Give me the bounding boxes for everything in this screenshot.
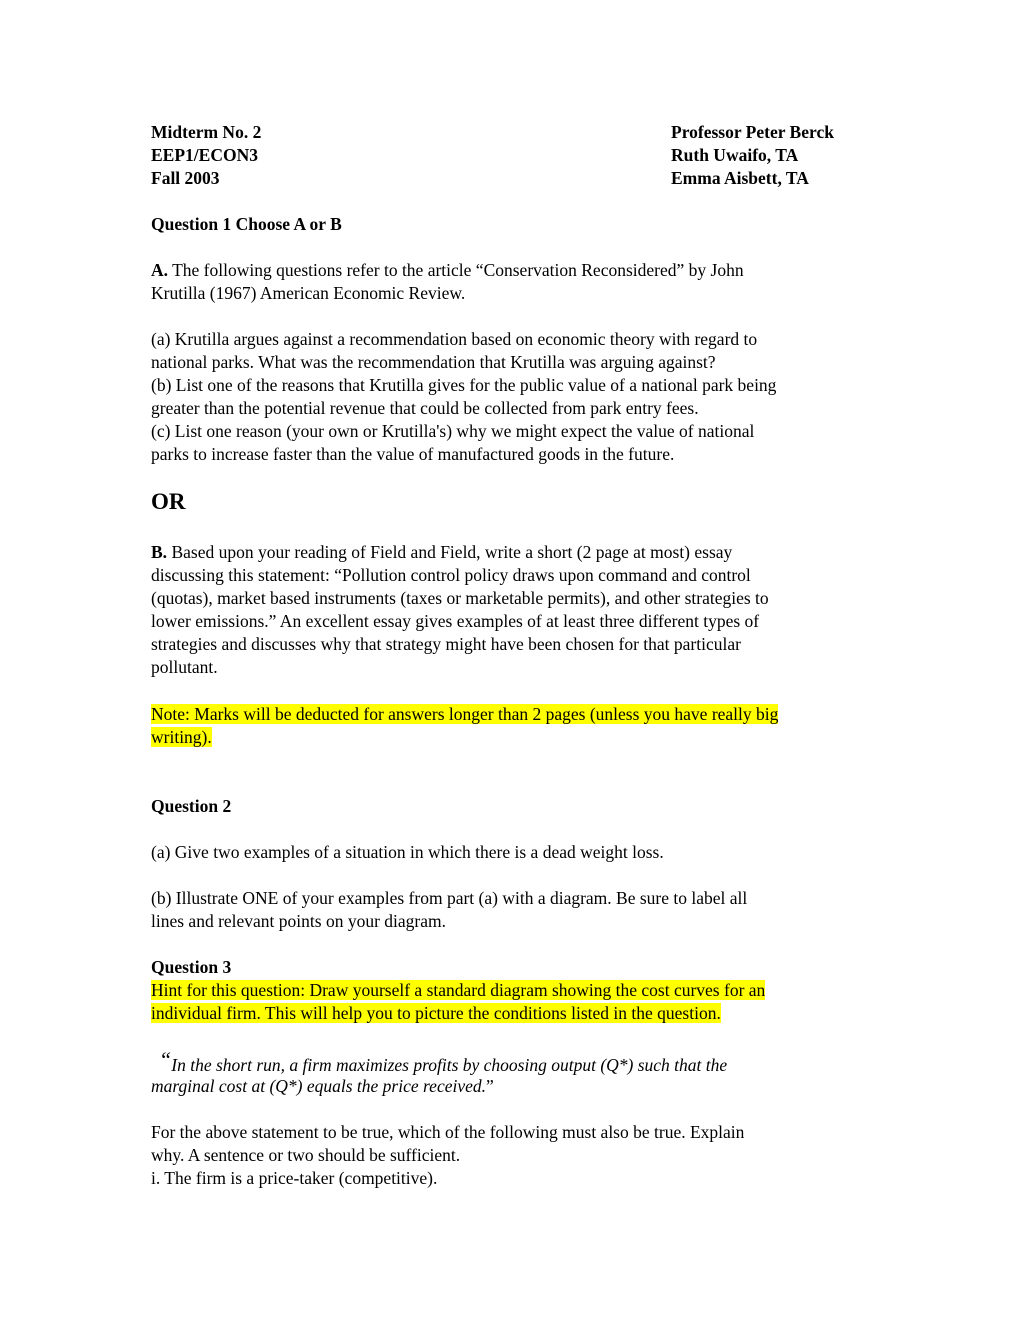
q1-part-line-1: (a) Krutilla argues against a recommendation based on economic theory with regard to bbox=[151, 329, 758, 349]
header-right-1: Professor Peter Berck bbox=[671, 122, 834, 142]
q1-b-line-2: discussing this statement: “Pollution control policy draws upon command and control bbox=[151, 565, 751, 585]
header-right-2: Ruth Uwaifo, TA bbox=[671, 145, 799, 165]
q1-b-text-1: Based upon your reading of Field and Field, write a short (2 page at most) essay bbox=[167, 542, 733, 562]
q1-part-line-6: parks to increase faster than the value of manufactured goods in the future. bbox=[151, 444, 675, 464]
header-left-1: Midterm No. 2 bbox=[151, 122, 262, 142]
q1-part-line-2: national parks. What was the recommendation that Krutilla was arguing against? bbox=[151, 352, 716, 372]
q1-b-line-4: lower emissions.” An excellent essay gives examples of at least three different types of bbox=[151, 611, 760, 631]
q3-prompt-line-1: For the above statement to be true, which of the following must also be true. Explain bbox=[151, 1122, 745, 1142]
q1-a-label: A. bbox=[151, 260, 169, 280]
header-right-3: Emma Aisbett, TA bbox=[671, 168, 809, 188]
q1-part-line-3: (b) List one of the reasons that Krutilla gives for the public value of a national park being bbox=[151, 375, 777, 395]
q2-part-a: (a) Give two examples of a situation in which there is a dead weight loss. bbox=[151, 842, 664, 862]
q2-title: Question 2 bbox=[151, 796, 232, 816]
q3-hint-line-2 bbox=[151, 1002, 721, 1025]
header-left-2: EEP1/ECON3 bbox=[151, 145, 258, 165]
q1-b-label: B. bbox=[151, 542, 168, 562]
q3-title: Question 3 bbox=[151, 957, 232, 977]
q1-part-line-5: (c) List one reason (your own or Krutilla's) why we might expect the value of national bbox=[151, 421, 755, 441]
q3-hint-line-1 bbox=[151, 979, 765, 1002]
note-highlight-2: writing). bbox=[151, 727, 212, 747]
q3-quote-line-1 bbox=[159, 1047, 728, 1077]
q1-title: Question 1 Choose A or B bbox=[151, 214, 342, 234]
q3-quote-line-2 bbox=[151, 1075, 494, 1098]
q1-b-line-3: (quotas), market based instruments (taxes or marketable permits), and other strategies to bbox=[151, 588, 769, 608]
quote-close-mark: ” bbox=[486, 1076, 494, 1096]
header-left-3: Fall 2003 bbox=[151, 168, 220, 188]
q1-a-line-1 bbox=[151, 259, 744, 282]
hint-highlight-1: Hint for this question: Draw yourself a standard diagram showing the cost curves for an bbox=[151, 980, 766, 1000]
hint-highlight-2: individual firm. This will help you to picture the conditions listed in the question. bbox=[151, 1003, 721, 1023]
q1-a-text-1: The following questions refer to the article “Conservation Reconsidered” by John bbox=[168, 260, 744, 280]
q2-part-b-line-1: (b) Illustrate ONE of your examples from part (a) with a diagram. Be sure to label all bbox=[151, 888, 748, 908]
or-divider: OR bbox=[151, 489, 186, 514]
q2-part-b-line-2: lines and relevant points on your diagram. bbox=[151, 911, 446, 931]
q3-item-i: i. The firm is a price-taker (competitive). bbox=[151, 1168, 438, 1188]
q1-a-line-2: Krutilla (1967) American Economic Review. bbox=[151, 283, 466, 303]
q1-b-line-1 bbox=[151, 541, 732, 564]
q1-b-line-5: strategies and discusses why that strategy might have been chosen for that particular bbox=[151, 634, 741, 654]
quote-text-2: marginal cost at (Q*) equals the price received. bbox=[151, 1076, 487, 1096]
quote-text-1: In the short run, a firm maximizes profits by choosing output (Q*) such that the bbox=[171, 1055, 728, 1075]
q1-b-line-6: pollutant. bbox=[151, 657, 218, 677]
q1-part-line-4: greater than the potential revenue that could be collected from park entry fees. bbox=[151, 398, 699, 418]
q3-prompt-line-2: why. A sentence or two should be sufficient. bbox=[151, 1145, 461, 1165]
q1-note-line-1 bbox=[151, 703, 778, 726]
quote-open-mark: “ bbox=[159, 1047, 172, 1072]
note-highlight-1: Note: Marks will be deducted for answers longer than 2 pages (unless you have really big bbox=[151, 704, 779, 724]
q1-note-line-2 bbox=[151, 726, 212, 749]
